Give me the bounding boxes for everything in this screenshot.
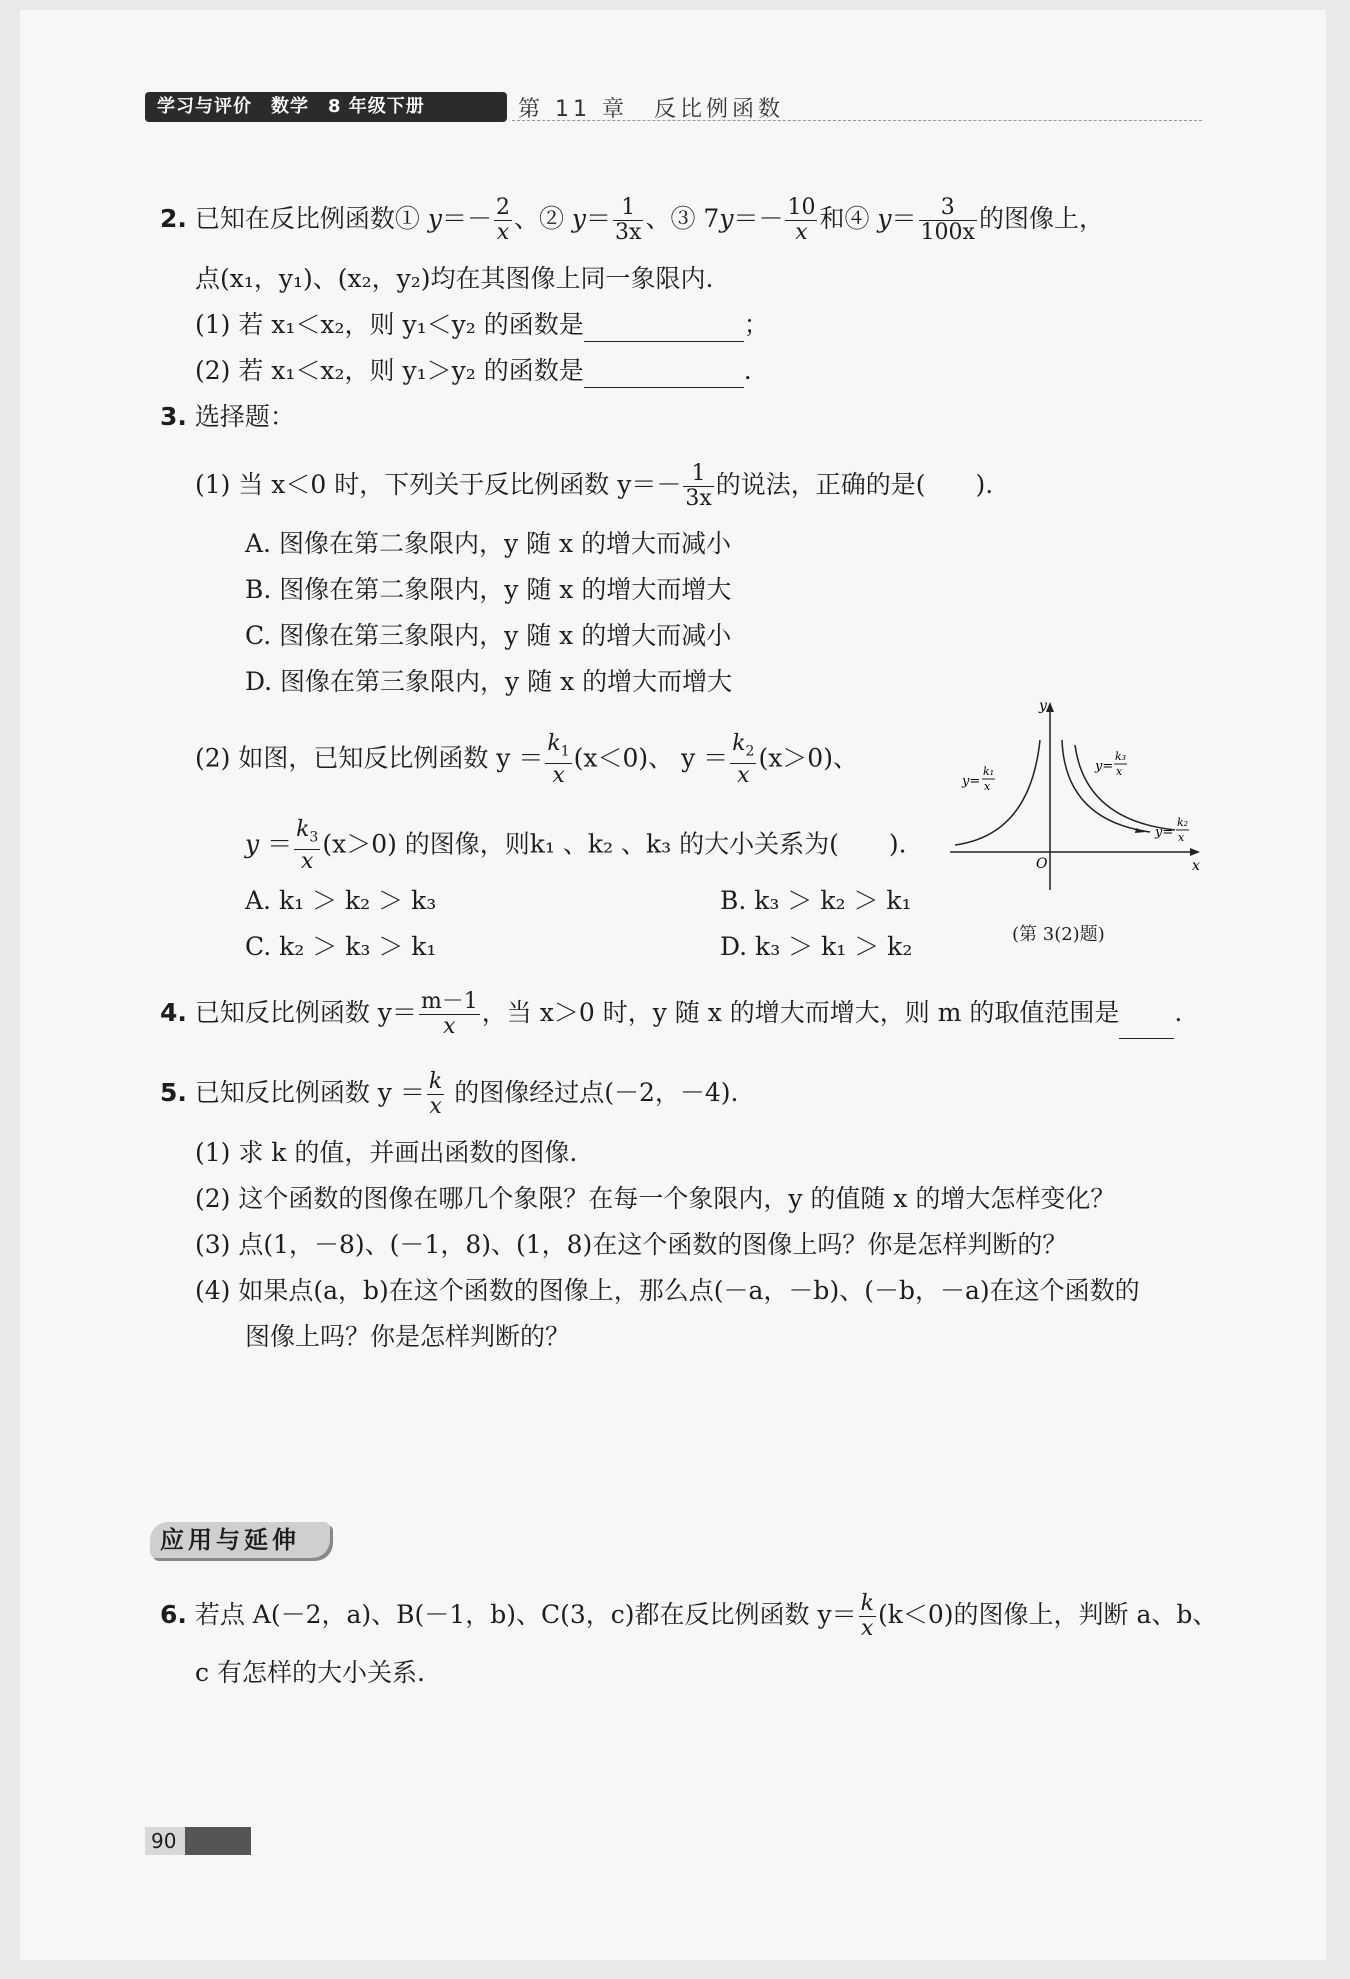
q6-line2: c 有怎样的大小关系. xyxy=(195,1658,425,1687)
svg-text:k₃: k₃ xyxy=(1115,750,1127,763)
q3-option-a: A. 图像在第二象限内，y 随 x 的增大而减小 xyxy=(245,529,732,558)
header-divider xyxy=(512,120,1202,121)
label-k2: y= xyxy=(1155,825,1174,840)
svg-text:k₂: k₂ xyxy=(1177,816,1189,829)
question-4: 4. 已知反比例函数 y＝ $\frac{m-1}{x}$ ，当 x＞0 时，y 随 x 的增大而增大，则 m 的取值范围是 . xyxy=(160,989,1183,1039)
question-5: 5. 已知反比例函数 y ＝ $\frac{k}{x}$ 的图像经过点(－2，－4). xyxy=(160,1069,739,1119)
fraction: $\frac{3}{100x}$ xyxy=(920,195,975,245)
fraction: $\frac{1}{3x}$ xyxy=(685,461,712,511)
fraction: $\frac{k}{x}$ xyxy=(428,1069,443,1119)
hyperbola-figure xyxy=(950,700,1210,950)
fraction: $\frac{k}{x}$ xyxy=(860,1591,874,1641)
fraction: $\frac{k_3}{x}$ xyxy=(296,817,319,875)
svg-text:x: x xyxy=(984,780,991,793)
q3-part1: (1) 当 x＜0 时，下列关于反比例函数 y＝－ $\frac{1}{3x}$ 的说法，正确的是( ). xyxy=(195,461,994,511)
q3-option-c: C. 图像在第三象限内，y 随 x 的增大而减小 xyxy=(245,621,732,650)
chapter-title: 第 11 章 反比例函数 xyxy=(518,97,784,122)
origin-label: O xyxy=(1036,856,1048,872)
question-3-title: 3. 选择题： xyxy=(160,402,295,431)
curve-k1 xyxy=(955,740,1040,845)
fraction: $\frac{k_2}{x}$ xyxy=(732,731,755,789)
q5-sub4-cont: 图像上吗？你是怎样判断的？ xyxy=(245,1322,571,1351)
x-arrow xyxy=(1190,848,1200,856)
q3-part2-option-a: A. k₁ ＞ k₂ ＞ k₃ xyxy=(245,886,437,915)
y-arrow xyxy=(1046,702,1054,712)
q3-option-d: D. 图像在第三象限内，y 随 x 的增大而增大 xyxy=(245,667,733,696)
q2-line2: 点(x₁，y₁)、(x₂，y₂)均在其图像上同一象限内. xyxy=(195,264,714,293)
q3-part2-option-d: D. k₃ ＞ k₁ ＞ k₂ xyxy=(720,932,913,961)
fraction: $\frac{k_1}{x}$ xyxy=(547,731,570,789)
page-number: 90 xyxy=(145,1827,251,1855)
q3-part2-option-c: C. k₂ ＞ k₃ ＞ k₁ xyxy=(245,932,437,961)
question-number: 2. xyxy=(160,204,187,233)
fraction: $\frac{10}{x}$ xyxy=(787,195,816,245)
q5-sub2: (2) 这个函数的图像在哪几个象限？在每一个象限内，y 的值随 x 的增大怎样变化？ xyxy=(195,1184,1116,1213)
svg-text:x: x xyxy=(1178,831,1185,844)
label-k1: y= xyxy=(962,774,981,789)
curve-k2 xyxy=(1062,740,1150,832)
q5-sub1: (1) 求 k 的值，并画出函数的图像. xyxy=(195,1138,578,1167)
question-2-line1: 2. 已知在反比例函数① y＝－ $\frac{2}{x}$ 、② y＝ $\frac{1}{3x}$ 、③ 7y＝－ $\frac{10}{x}$ 和④ y＝ $\frac{3}{100x}$ 的图像上， xyxy=(160,195,1104,245)
q3-part2-option-b: B. k₃ ＞ k₂ ＞ k₁ xyxy=(720,886,912,915)
fraction: $\frac{2}{x}$ xyxy=(495,195,510,245)
svg-text:k₁: k₁ xyxy=(983,765,995,778)
label-k3: y= xyxy=(1095,759,1114,774)
book-title-bar: 学习与评价 数学 8 年级下册 xyxy=(145,92,507,122)
q2-text: 已知在反比例函数① xyxy=(194,204,428,233)
q3-part2-line2: y ＝ $\frac{k_3}{x}$ (x＞0) 的图像，则k₁ 、k₂ 、k₃ 的大小关系为( ). xyxy=(245,817,907,875)
q3-option-b: B. 图像在第二象限内，y 随 x 的增大而增大 xyxy=(245,575,732,604)
q5-sub4: (4) 如果点(a，b)在这个函数的图像上，那么点(－a，－b)、(－b，－a)在这个函数的 xyxy=(195,1276,1140,1305)
section-heading: 应用与延伸 xyxy=(150,1522,330,1558)
y-axis-label: y xyxy=(1039,700,1047,714)
q3-part2-line1: (2) 如图，已知反比例函数 y ＝ $\frac{k_1}{x}$ (x＜0)、 y ＝ $\frac{k_2}{x}$ (x＞0)、 xyxy=(195,731,858,789)
fraction: $\frac{1}{3x}$ xyxy=(615,195,642,245)
x-axis-label: x xyxy=(1192,858,1200,874)
question-6: 6. 若点 A(－2，a)、B(－1，b)、C(3，c)都在反比例函数 y＝ $\frac{k}{x}$ (k＜0)的图像上，判断 a、b、 xyxy=(160,1591,1218,1641)
q5-sub3: (3) 点(1，－8)、(－1，8)、(1，8)在这个函数的图像上吗？你是怎样判断的？ xyxy=(195,1230,1068,1259)
q2-sub2: (2) 若 x₁＜x₂，则 y₁＞y₂ 的函数是 . xyxy=(195,354,752,388)
fraction: $\frac{m-1}{x}$ xyxy=(420,989,478,1039)
figure-caption: (第 3(2)题) xyxy=(1012,924,1105,945)
svg-text:x: x xyxy=(1116,765,1123,778)
q2-sub1: (1) 若 x₁＜x₂，则 y₁＜y₂ 的函数是 ； xyxy=(195,308,769,342)
